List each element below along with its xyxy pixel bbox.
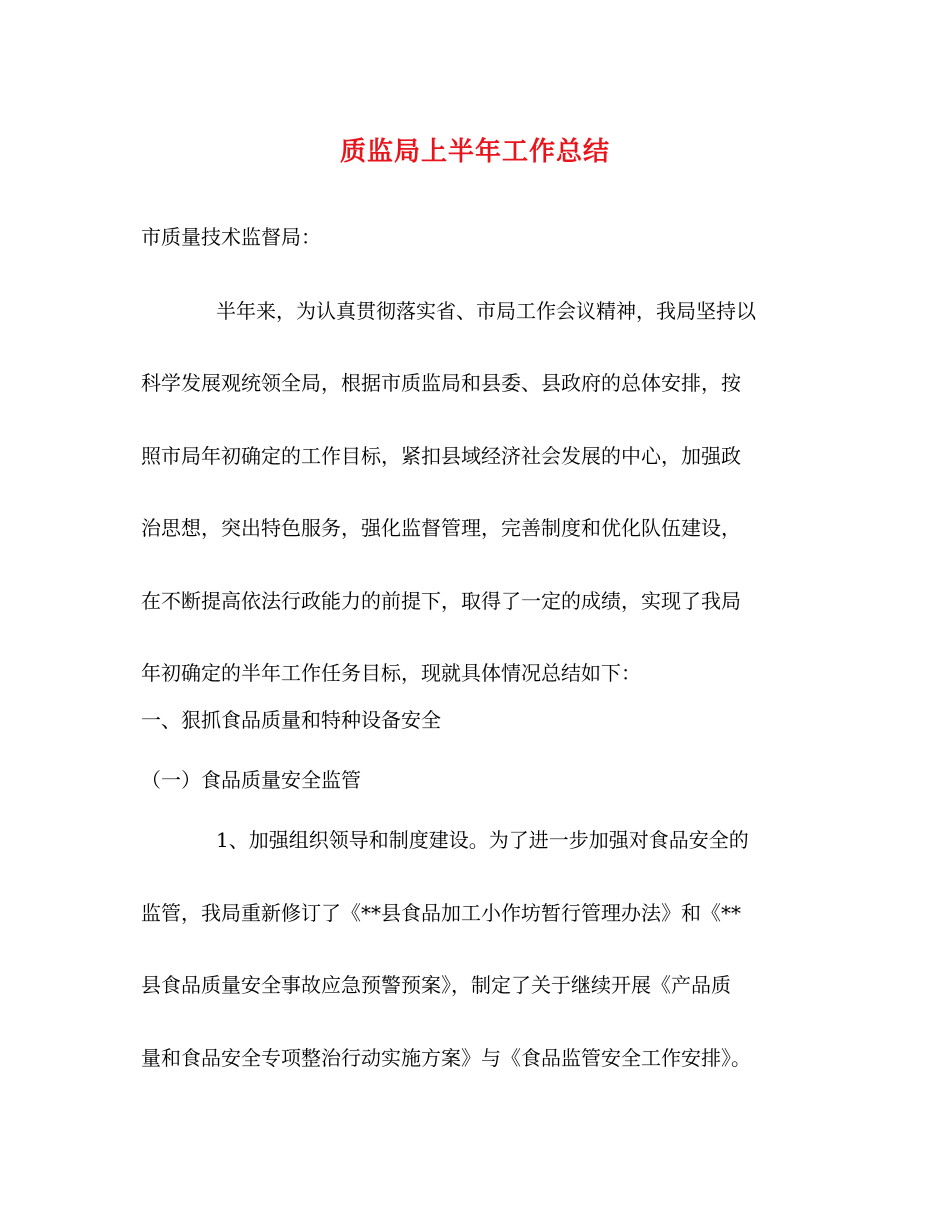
intro-line-3: 照市局年初确定的工作目标，紧扣县域经济社会发展的中心，加强政 bbox=[141, 444, 741, 468]
subsection-heading: （一）食品质量安全监管 bbox=[141, 768, 361, 792]
section-heading: 一、狠抓食品质量和特种设备安全 bbox=[141, 708, 441, 732]
intro-line-4: 治思想，突出特色服务，强化监督管理，完善制度和优化队伍建设， bbox=[141, 516, 741, 540]
intro-line-6: 年初确定的半年工作任务目标，现就具体情况总结如下： bbox=[141, 661, 641, 685]
intro-line-2: 科学发展观统领全局，根据市质监局和县委、县政府的总体安排，按 bbox=[141, 371, 741, 395]
item1-line-3: 县食品质量安全事故应急预警预案》，制定了关于继续开展《产品质 bbox=[141, 973, 731, 997]
item1-line-1: 1、加强组织领导和制度建设。为了进一步加强对食品安全的 bbox=[216, 828, 749, 852]
intro-line-1: 半年来，为认真贯彻落实省、市局工作会议精神，我局坚持以 bbox=[216, 299, 756, 323]
salutation: 市质量技术监督局： bbox=[141, 225, 321, 249]
item1-line-4: 量和食品安全专项整治行动实施方案》与《食品监管安全工作安排》。 bbox=[141, 1046, 751, 1070]
item1-line-2: 监管，我局重新修订了《**县食品加工小作坊暂行管理办法》和《** bbox=[141, 901, 741, 925]
intro-line-5: 在不断提高依法行政能力的前提下，取得了一定的成绩，实现了我局 bbox=[141, 589, 741, 613]
document-title: 质监局上半年工作总结 bbox=[339, 137, 610, 167]
